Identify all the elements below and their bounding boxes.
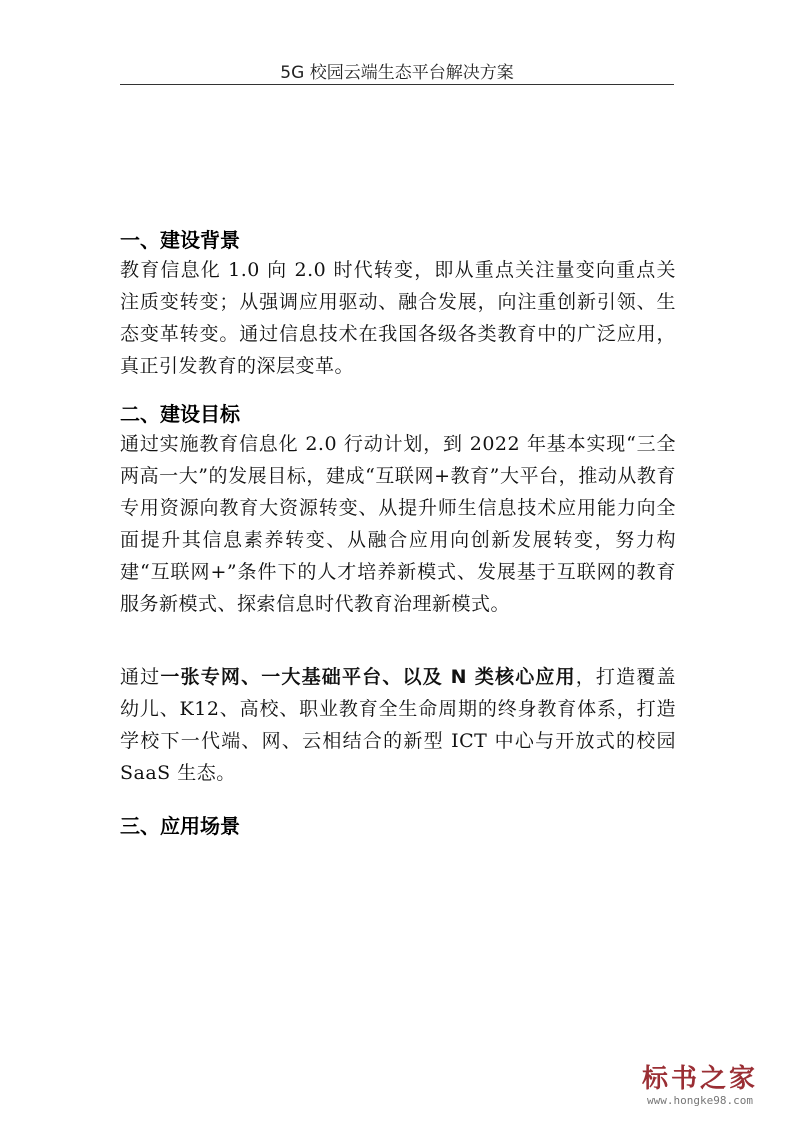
header-divider: [120, 84, 674, 85]
section-paragraph-background: 教育信息化 1.0 向 2.0 时代转变，即从重点关注量变向重点关注质变转变；从强调应用驱动、融合发展，向注重创新引领、生态变革转变。通过信息技术在我国各级各类教育中的广泛应用，真正引发教育的深层变革。: [120, 259, 676, 377]
approach-suffix: ，打造覆盖幼儿、K12、高校、职业教育全生命周期的终身教育体系，打造学校下一代端、网、云相结合的新型 ICT 中心与开放式的校园 SaaS 生态。: [120, 666, 676, 784]
section-paragraph-goals: 通过实施教育信息化 2.0 行动计划，到 2022 年基本实现“三全两高一大”的发展目标，建成“互联网+教育”大平台，推动从教育专用资源向教育大资源转变、从提升师生信息技术应用能力向全面提升其信息素养转变、从融合应用向创新发展转变，努力构建“互联网+”条件下的人才培养新模式、发展基于互联网的教育服务新模式、探索信息时代教育治理新模式。: [120, 433, 676, 615]
section-paragraph-approach: [120, 661, 676, 789]
approach-emphasis: 一张专网、一大基础平台、以及 N 类核心应用: [160, 666, 576, 688]
watermark-logo: [625, 1064, 775, 1108]
watermark-url: www.hongke98.com: [647, 1094, 753, 1107]
section-heading-goals: 二、建设目标: [120, 402, 240, 426]
section-heading-scenarios: 三、应用场景: [120, 814, 240, 838]
section-heading-background: 一、建设背景: [120, 228, 240, 252]
page-header-title: 5G 校园云端生态平台解决方案: [280, 63, 514, 83]
watermark-title: 标书之家: [641, 1064, 758, 1094]
approach-prefix: 通过: [120, 666, 161, 688]
